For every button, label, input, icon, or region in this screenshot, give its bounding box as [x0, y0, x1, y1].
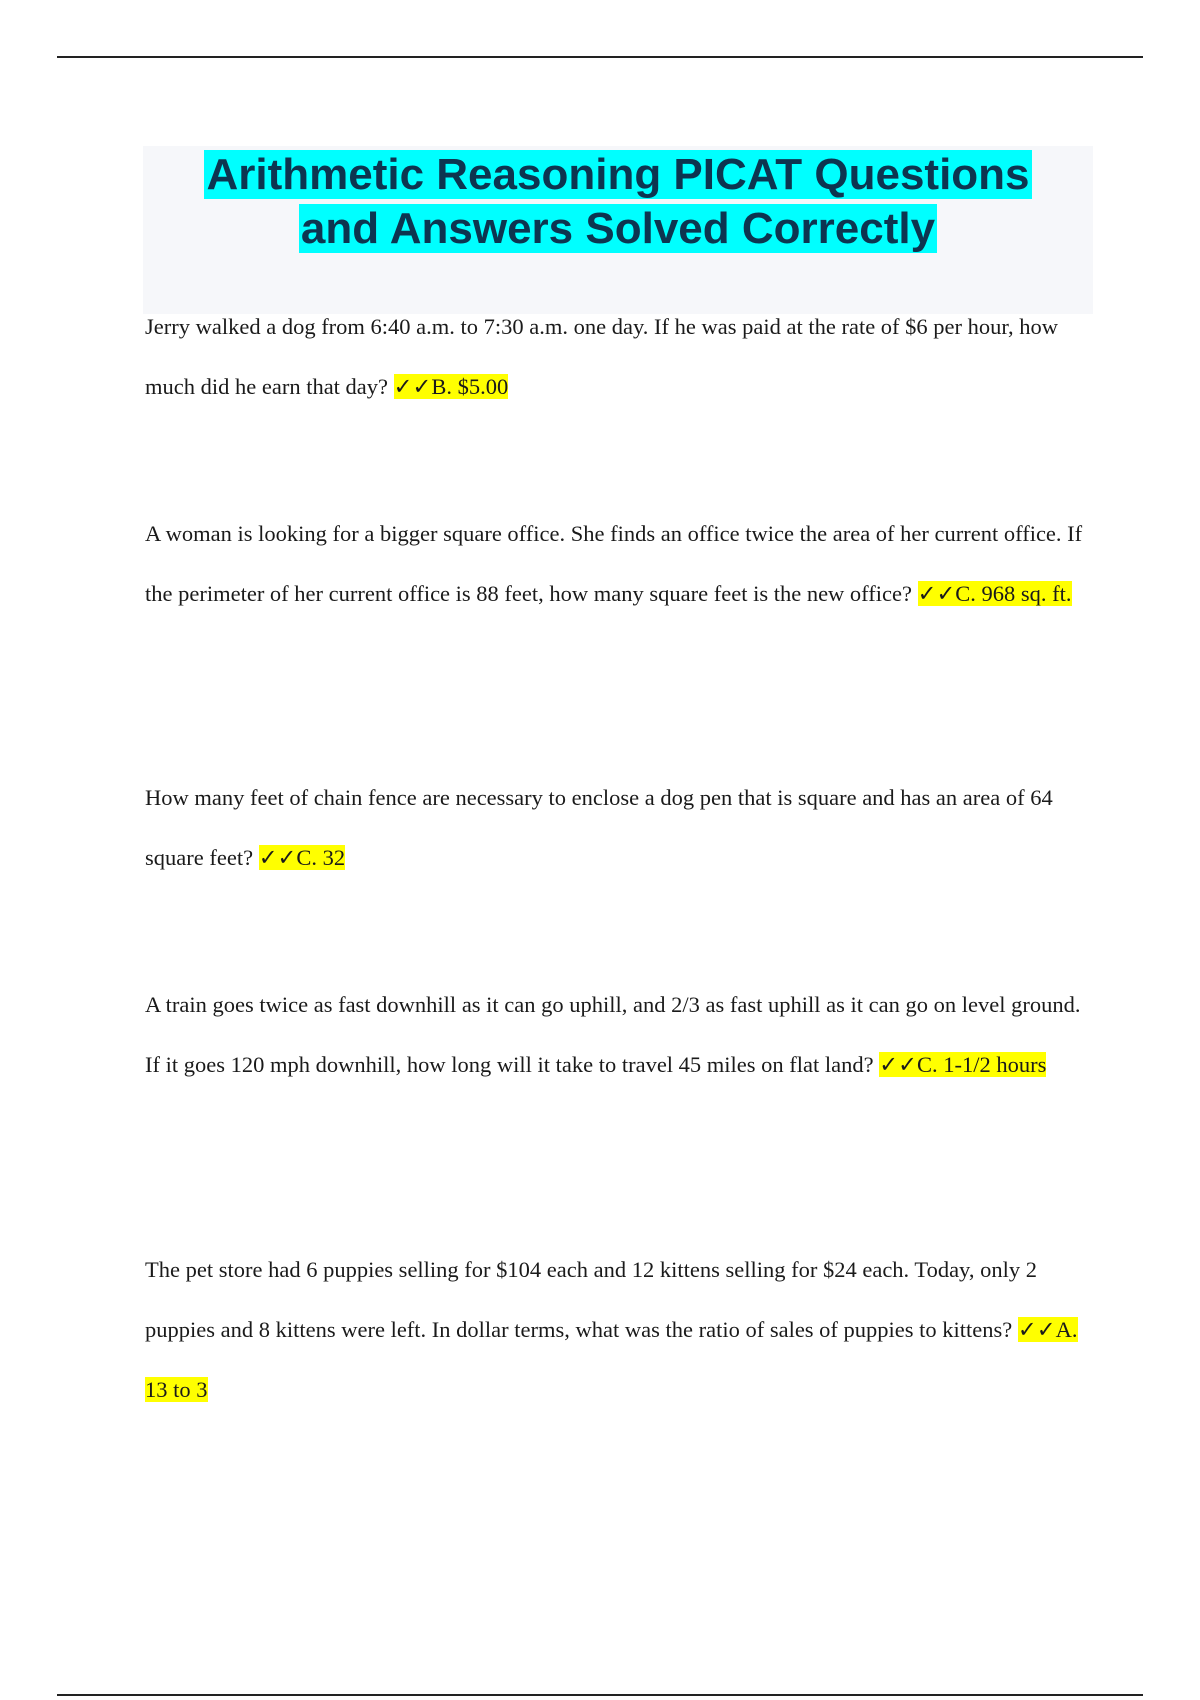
answer-highlight: ✓✓C. 968 sq. ft. — [917, 581, 1072, 606]
page-title-line-1: Arithmetic Reasoning PICAT Questions — [206, 150, 1030, 199]
answer-highlight: ✓✓A. 13 to 3 — [145, 1317, 1078, 1402]
question-3 — [145, 768, 1095, 888]
bottom-rule — [57, 1694, 1143, 1696]
question-2 — [145, 504, 1095, 624]
title-banner — [143, 146, 1093, 314]
question-text: How many feet of chain fence are necessary to enclose a dog pen that is square and has an area of 64 square feet? — [145, 785, 1053, 870]
top-rule — [57, 56, 1143, 58]
answer-highlight: ✓✓B. $5.00 — [393, 374, 509, 399]
answer-highlight: ✓✓C. 32 — [258, 845, 346, 870]
question-1 — [145, 297, 1095, 417]
question-text: A woman is looking for a bigger square office. She finds an office twice the area of her current office. If the perimeter of her current office is 88 feet, how many square feet is the new office? — [145, 521, 1083, 606]
page-title-line-2: and Answers Solved Correctly — [300, 204, 936, 253]
question-text: A train goes twice as fast downhill as it can go uphill, and 2/3 as fast uphill as it can go on level ground. If it goes 120 mph downhill, how long will it take to travel 45 miles on flat land? — [145, 992, 1081, 1077]
question-text: The pet store had 6 puppies selling for $104 each and 12 kittens selling for $24 each. Today, only 2 puppies and 8 kittens were left. In dollar terms, what was the ratio of sales of puppies to kittens? — [145, 1257, 1037, 1342]
answer-highlight: ✓✓C. 1-1/2 hours — [879, 1052, 1047, 1077]
question-5 — [145, 1240, 1095, 1420]
question-text: Jerry walked a dog from 6:40 a.m. to 7:30 a.m. one day. If he was paid at the rate of $6 per hour, how much did he earn that day? — [145, 314, 1058, 399]
question-4 — [145, 975, 1095, 1095]
